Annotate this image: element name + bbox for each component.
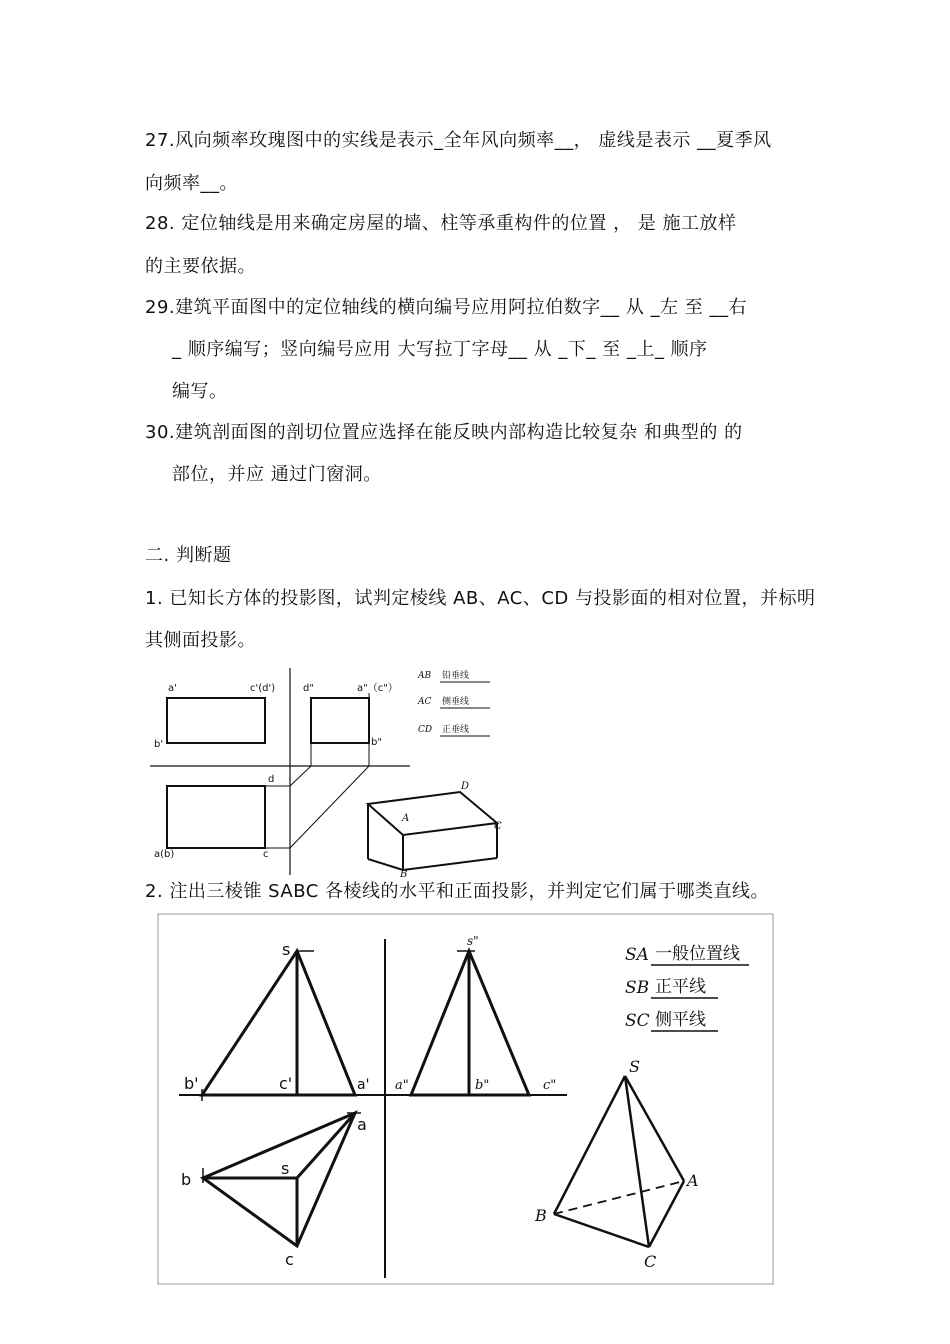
answer3-key: CD	[418, 725, 433, 735]
label-C-upper: C	[494, 821, 502, 832]
label-s-dprime: s"	[467, 934, 479, 948]
front-view-rect	[167, 698, 265, 743]
top-view-rect	[167, 786, 265, 848]
j2-line1: 2. 注出三棱锥 SABC 各棱线的水平和正面投影，并判定它们属于哪类直线。	[145, 881, 770, 902]
label-b-top: b	[181, 1170, 192, 1189]
label-a-prime: a'	[168, 683, 177, 694]
label-s-top: s	[281, 1159, 290, 1178]
label-B-upper: B	[400, 869, 408, 878]
figure-cuboid-projection	[150, 663, 530, 878]
answer1-key: AB	[418, 671, 432, 681]
label-d: d	[268, 774, 275, 785]
q29-line1: 29.建筑平面图中的定位轴线的横向编号应用阿拉伯数字__ 从 _左 至 __右	[145, 297, 748, 318]
q29-line2: _ 顺序编写；竖向编号应用 大写拉丁字母__ 从 _下_ 至 _上_ 顺序	[172, 339, 708, 360]
answer1-value: 铅垂线	[442, 671, 470, 681]
label-B-3d: B	[535, 1206, 547, 1225]
q27-line2: 向频率__。	[145, 173, 238, 194]
isometric-cuboid	[368, 792, 497, 870]
section-heading: 二. 判断题	[145, 545, 232, 566]
j1-line2: 其侧面投影。	[145, 630, 256, 651]
label-A-3d: A	[687, 1171, 699, 1190]
side-view-triangle	[411, 951, 529, 1095]
label-D-upper: D	[461, 781, 470, 792]
q28-line1: 28. 定位轴线是用来确定房屋的墙、柱等承重构件的位置 ， 是 施工放样	[145, 213, 737, 234]
label-b-dprime: b"	[371, 737, 382, 748]
label-c: c	[263, 849, 269, 860]
answer2-key: AC	[418, 697, 432, 707]
top-view-triangle	[203, 1113, 361, 1246]
q30-line1: 30.建筑剖面图的剖切位置应选择在能反映内部构造比较复杂 和典型的 的	[145, 422, 743, 443]
answer-sc-key: SC	[625, 1011, 650, 1031]
label-C-3d: C	[644, 1252, 657, 1271]
q28-line2: 的主要依据。	[145, 256, 256, 277]
side-view-rect	[311, 698, 369, 743]
answer-sa-key: SA	[625, 945, 649, 965]
j1-line1: 1. 已知长方体的投影图，试判定棱线 AB、AC、CD 与投影面的相对位置，并标明	[145, 588, 816, 609]
label-a-top: a	[357, 1115, 367, 1134]
answer-sb-key: SB	[625, 978, 650, 998]
label-b-prime: b'	[154, 739, 164, 750]
label-c-prime: c'	[279, 1074, 293, 1093]
answer3-value: 正垂线	[442, 725, 470, 735]
answer-sa-value: 一般位置线	[655, 944, 740, 964]
answer2-value: 侧垂线	[442, 697, 470, 707]
miter-c	[290, 766, 369, 848]
label-ac-dprime: a"（c"）	[357, 683, 398, 694]
q29-line3: 编写。	[172, 381, 228, 402]
label-d-dprime: d"	[303, 683, 314, 694]
pyramid-3d	[554, 1076, 684, 1247]
label-a-dprime: a"	[395, 1078, 409, 1093]
label-b-dprime: b"	[475, 1078, 490, 1093]
figure-frame	[158, 914, 773, 1284]
answer-sc-value: 侧平线	[655, 1010, 706, 1030]
label-b-prime: b'	[184, 1074, 199, 1093]
q27-line1: 27.风向频率玫瑰图中的实线是表示_全年风向频率__， 虚线是表示 __夏季风	[145, 130, 772, 151]
label-ab: a(b)	[154, 849, 175, 860]
label-A-upper: A	[402, 813, 410, 824]
label-S-3d: S	[629, 1057, 640, 1076]
figure-pyramid-projection	[157, 913, 775, 1286]
label-c-dprime: c"	[543, 1078, 557, 1093]
q30-line2: 部位，并应 通过门窗洞。	[172, 464, 382, 485]
label-cd-prime: c'(d')	[250, 683, 276, 694]
miter-d	[290, 766, 311, 786]
label-a-prime: a'	[357, 1077, 370, 1093]
answer-sb-value: 正平线	[655, 977, 706, 997]
label-s-front: s	[282, 940, 291, 959]
label-c-top: c	[285, 1250, 294, 1269]
